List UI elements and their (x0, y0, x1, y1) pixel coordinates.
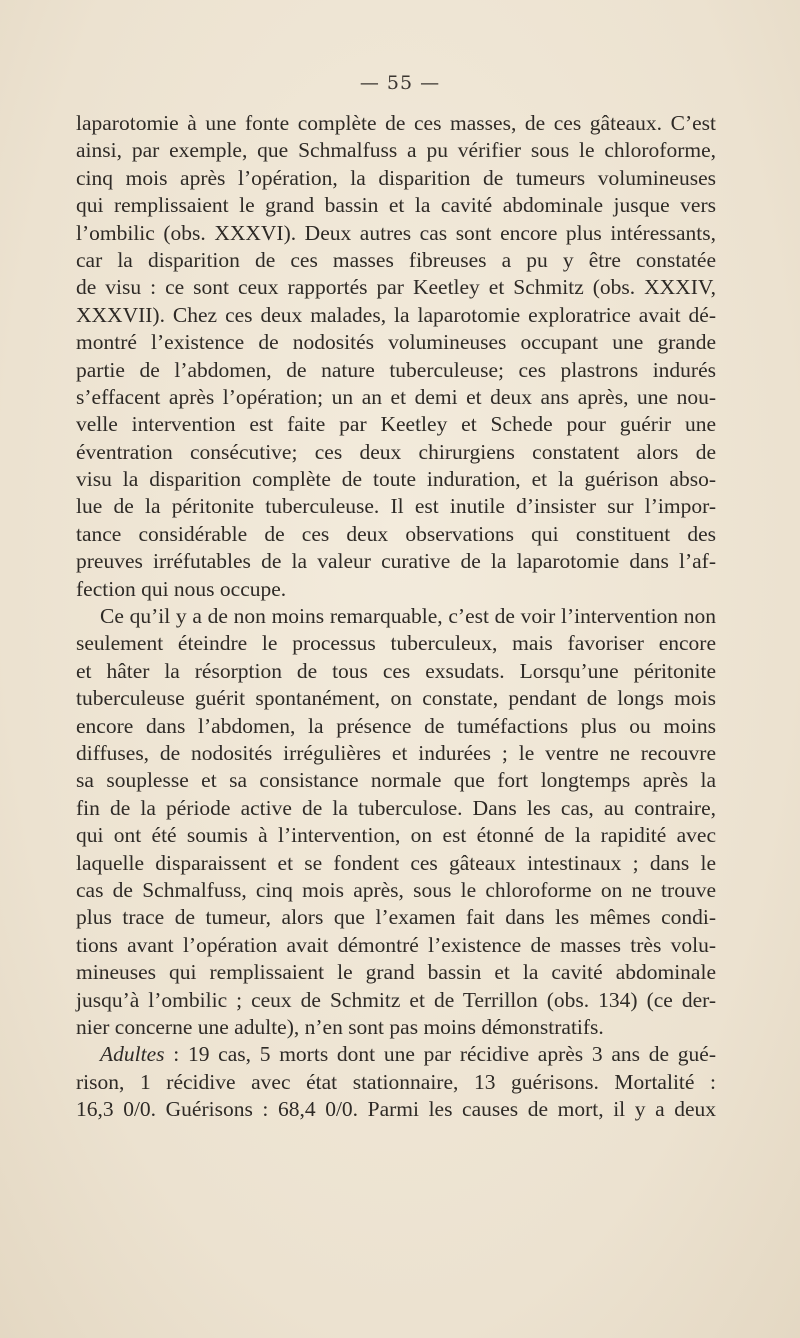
section-label-adultes: Adultes (100, 1042, 165, 1067)
text-line: cas de Schmalfuss, cinq mois après, sous le chloroforme on ne trouve (76, 877, 716, 902)
text-line: fin de la période active de la tuberculose. Dans les cas, au contraire, (76, 795, 716, 820)
body-text (76, 110, 716, 1123)
text-line: fection qui nous occupe. (76, 576, 287, 601)
text-line: qui ont été soumis à l’intervention, on est étonné de la rapidité avec (76, 823, 716, 848)
text-line: tuberculeuse guérit spontanément, on constate, pendant de longs mois (76, 686, 716, 711)
text-line: tance considérable de ces deux observations qui constituent des (76, 521, 716, 546)
text-line: sa souplesse et sa consistance normale que fort longtemps après la (76, 768, 716, 793)
text-line: de visu : ce sont ceux rapportés par Keetley et Schmitz (obs. XXXIV, (76, 275, 716, 300)
text-line: rison, 1 récidive avec état stationnaire, 13 guérisons. Mortalité : (76, 1069, 716, 1094)
text-line (76, 1041, 716, 1068)
text-line: lue de la péritonite tuberculeuse. Il est inutile d’insister sur l’impor- (76, 494, 716, 519)
text-line: partie de l’abdomen, de nature tuberculeuse; ces plastrons indurés (76, 357, 716, 382)
text-line: diffuses, de nodosités irrégulières et indurées ; le ventre ne recouvre (76, 740, 716, 765)
text-line: mineuses qui remplissaient le grand bassin et la cavité abdominale (76, 960, 716, 985)
text-line: l’ombilic (obs. XXXVI). Deux autres cas sont encore plus intéressants, (76, 220, 716, 245)
text-line: car la disparition de ces masses fibreuses a pu y être constatée (76, 247, 716, 272)
text-line: jusqu’à l’ombilic ; ceux de Schmitz et de Terrillon (obs. 134) (ce der- (76, 987, 716, 1012)
page-number: — 55 — (359, 72, 441, 94)
text-line: plus trace de tumeur, alors que l’examen fait dans les mêmes condi- (76, 905, 716, 930)
text-line: s’effacent après l’opération; un an et demi et deux ans après, une nou- (76, 384, 716, 409)
text-line: ainsi, par exemple, que Schmalfuss a pu vérifier sous le chloroforme, (76, 138, 716, 163)
text-line: tions avant l’opération avait démontré l’existence de masses très volu- (76, 932, 716, 957)
text-line: XXXVII). Chez ces deux malades, la laparotomie exploratrice avait dé- (76, 302, 716, 327)
text-line: laquelle disparaissent et se fondent ces gâteaux intestinaux ; dans le (76, 850, 716, 875)
text-line: nier concerne une adulte), n’en sont pas moins démonstratifs. (76, 1014, 604, 1039)
text-line: 16,3 0/0. Guérisons : 68,4 0/0. Parmi les causes de mort, il y a deux (76, 1097, 716, 1122)
paragraph-2 (76, 603, 716, 1041)
text-line: qui remplissaient le grand bassin et la cavité abdominale jusque vers (76, 193, 716, 218)
text-span: : 19 cas, 5 morts dont une par récidive après 3 ans de gué- (164, 1042, 716, 1067)
text-line: Ce qu’il y a de non moins remarquable, c’est de voir l’intervention non (100, 604, 716, 629)
paragraph-1 (76, 110, 716, 603)
text-line: éventration consécutive; ces deux chirurgiens constatent alors de (76, 439, 716, 464)
text-line: montré l’existence de nodosités volumineuses occupant une grande (76, 330, 716, 355)
text-line: cinq mois après l’opération, la disparition de tumeurs volumineuses (76, 165, 716, 190)
text-line: preuves irréfutables de la valeur curative de la laparotomie dans l’af- (76, 549, 716, 574)
paragraph-3 (76, 1041, 716, 1123)
text-line: velle intervention est faite par Keetley et Schede pour guérir une (76, 412, 716, 437)
text-line: et hâter la résorption de tous ces exsudats. Lorsqu’une péritonite (76, 658, 716, 683)
text-line: encore dans l’abdomen, la présence de tuméfactions plus ou moins (76, 713, 716, 738)
text-line: visu la disparition complète de toute induration, et la guérison abso- (76, 467, 716, 492)
text-line: laparotomie à une fonte complète de ces masses, de ces gâteaux. C’est (76, 111, 716, 135)
text-line: seulement éteindre le processus tuberculeux, mais favoriser encore (76, 631, 716, 656)
